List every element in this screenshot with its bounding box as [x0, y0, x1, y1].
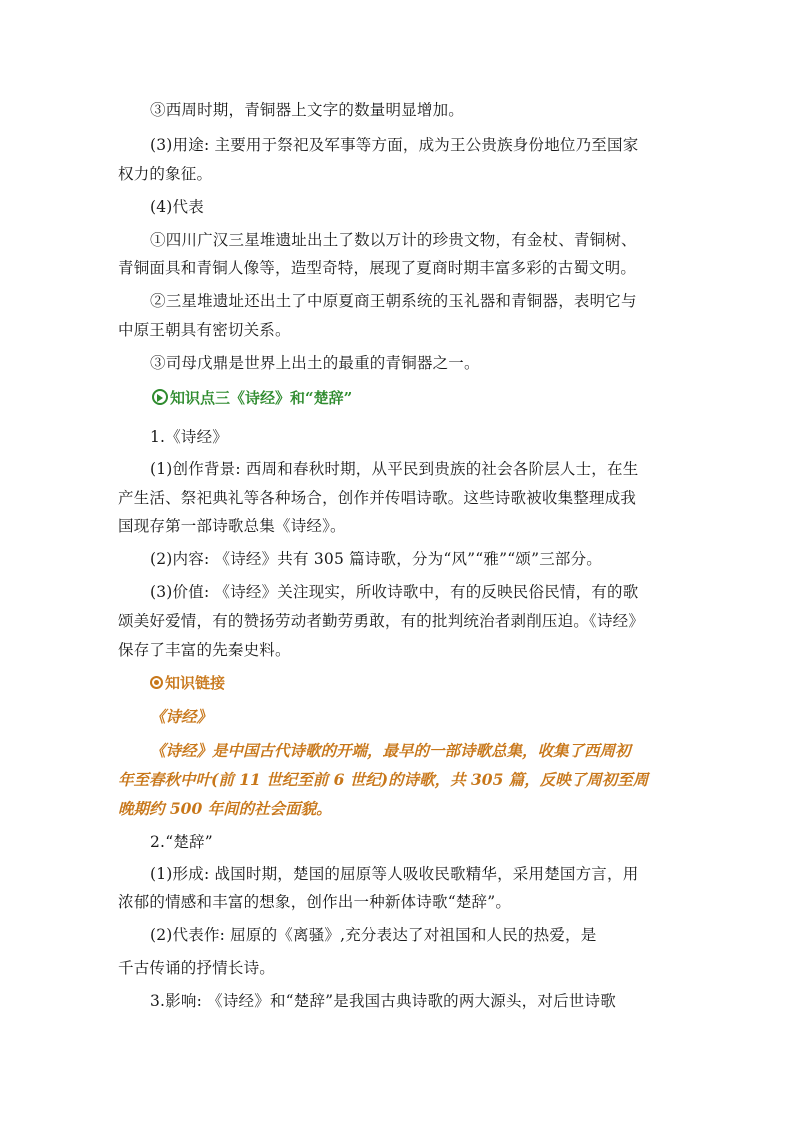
paragraph-line: ③西周时期，青铜器上文字的数量明显增加。: [150, 101, 465, 119]
paragraph-line: 浓郁的情感和丰富的想象，创作出一种新体诗歌“楚辞”。: [118, 893, 512, 911]
section-heading-text: 知识点三《诗经》和“楚辞”: [170, 389, 353, 407]
paragraph-line: 保存了丰富的先秦史料。: [118, 641, 291, 659]
paragraph-line: (1)形成: 战国时期，楚国的屈原等人吸收民歌精华，采用楚国方言，用: [150, 865, 639, 883]
paragraph-line: (1)创作背景: 西周和春秋时期，从平民到贵族的社会各阶层人士，在生: [150, 460, 639, 478]
paragraph-line: (3)价值: 《诗经》关注现实，所收诗歌中，有的反映民俗民情，有的歌: [150, 583, 639, 601]
paragraph-line: ③司母戊鼎是世界上出土的最重的青铜器之一。: [150, 354, 480, 372]
subsection-title: 1.《诗经》: [150, 428, 228, 446]
arrow-circle-icon: [152, 389, 168, 405]
paragraph-line: 颂美好爱情，有的赞扬劳动者勤劳勇敢，有的批判统治者剥削压迫。《诗经》: [118, 612, 645, 630]
knowledge-link-label: [150, 673, 225, 693]
paragraph-line: ①四川广汉三星堆遗址出土了数以万计的珍贵文物，有金杖、青铜树、: [150, 231, 637, 249]
subsection-title: 2.“楚辞”: [150, 833, 213, 851]
paragraph-line: 3.影响: 《诗经》和“楚辞”是我国古典诗歌的两大源头，对后世诗歌: [150, 992, 616, 1010]
paragraph-line: 青铜面具和青铜人像等，造型奇特，展现了夏商时期丰富多彩的古蜀文明。: [118, 259, 637, 277]
section-heading: [152, 388, 352, 408]
target-circle-icon: [150, 676, 163, 689]
knowledge-link-title: 《诗经》: [150, 707, 213, 726]
paragraph-line: ②三星堆遗址还出土了中原夏商王朝系统的玉礼器和青铜器，表明它与: [150, 292, 637, 310]
paragraph-line: (4)代表: [150, 198, 204, 216]
paragraph-line: (2)内容: 《诗经》共有 305 篇诗歌，分为“风”“雅”“颂”三部分。: [150, 550, 602, 568]
paragraph-line: (2)代表作: 屈原的《离骚》,充分表达了对祖国和人民的热爱，是: [150, 926, 597, 944]
knowledge-link-text: 《诗经》是中国古代诗歌的开端，最早的一部诗歌总集，收集了西周初: [150, 741, 631, 760]
knowledge-link-text: 年至春秋中叶(前 11 世纪至前 6 世纪)的诗歌，共 305 篇，反映了周初至周: [118, 770, 649, 789]
paragraph-line: 中原王朝具有密切关系。: [118, 321, 291, 339]
paragraph-line: 权力的象征。: [118, 165, 213, 183]
paragraph-line: 产生活、祭祀典礼等各种场合，创作并传唱诗歌。这些诗歌被收集整理成我: [118, 489, 637, 507]
paragraph-line: 千古传诵的抒情长诗。: [118, 959, 276, 977]
knowledge-link-label-text: 知识链接: [165, 674, 226, 692]
paragraph-line: (3)用途: 主要用于祭祀及军事等方面，成为王公贵族身份地位乃至国家: [150, 136, 639, 154]
knowledge-link-text: 晚期约 500 年间的社会面貌。: [118, 799, 332, 818]
paragraph-line: 国现存第一部诗歌总集《诗经》。: [118, 517, 346, 535]
